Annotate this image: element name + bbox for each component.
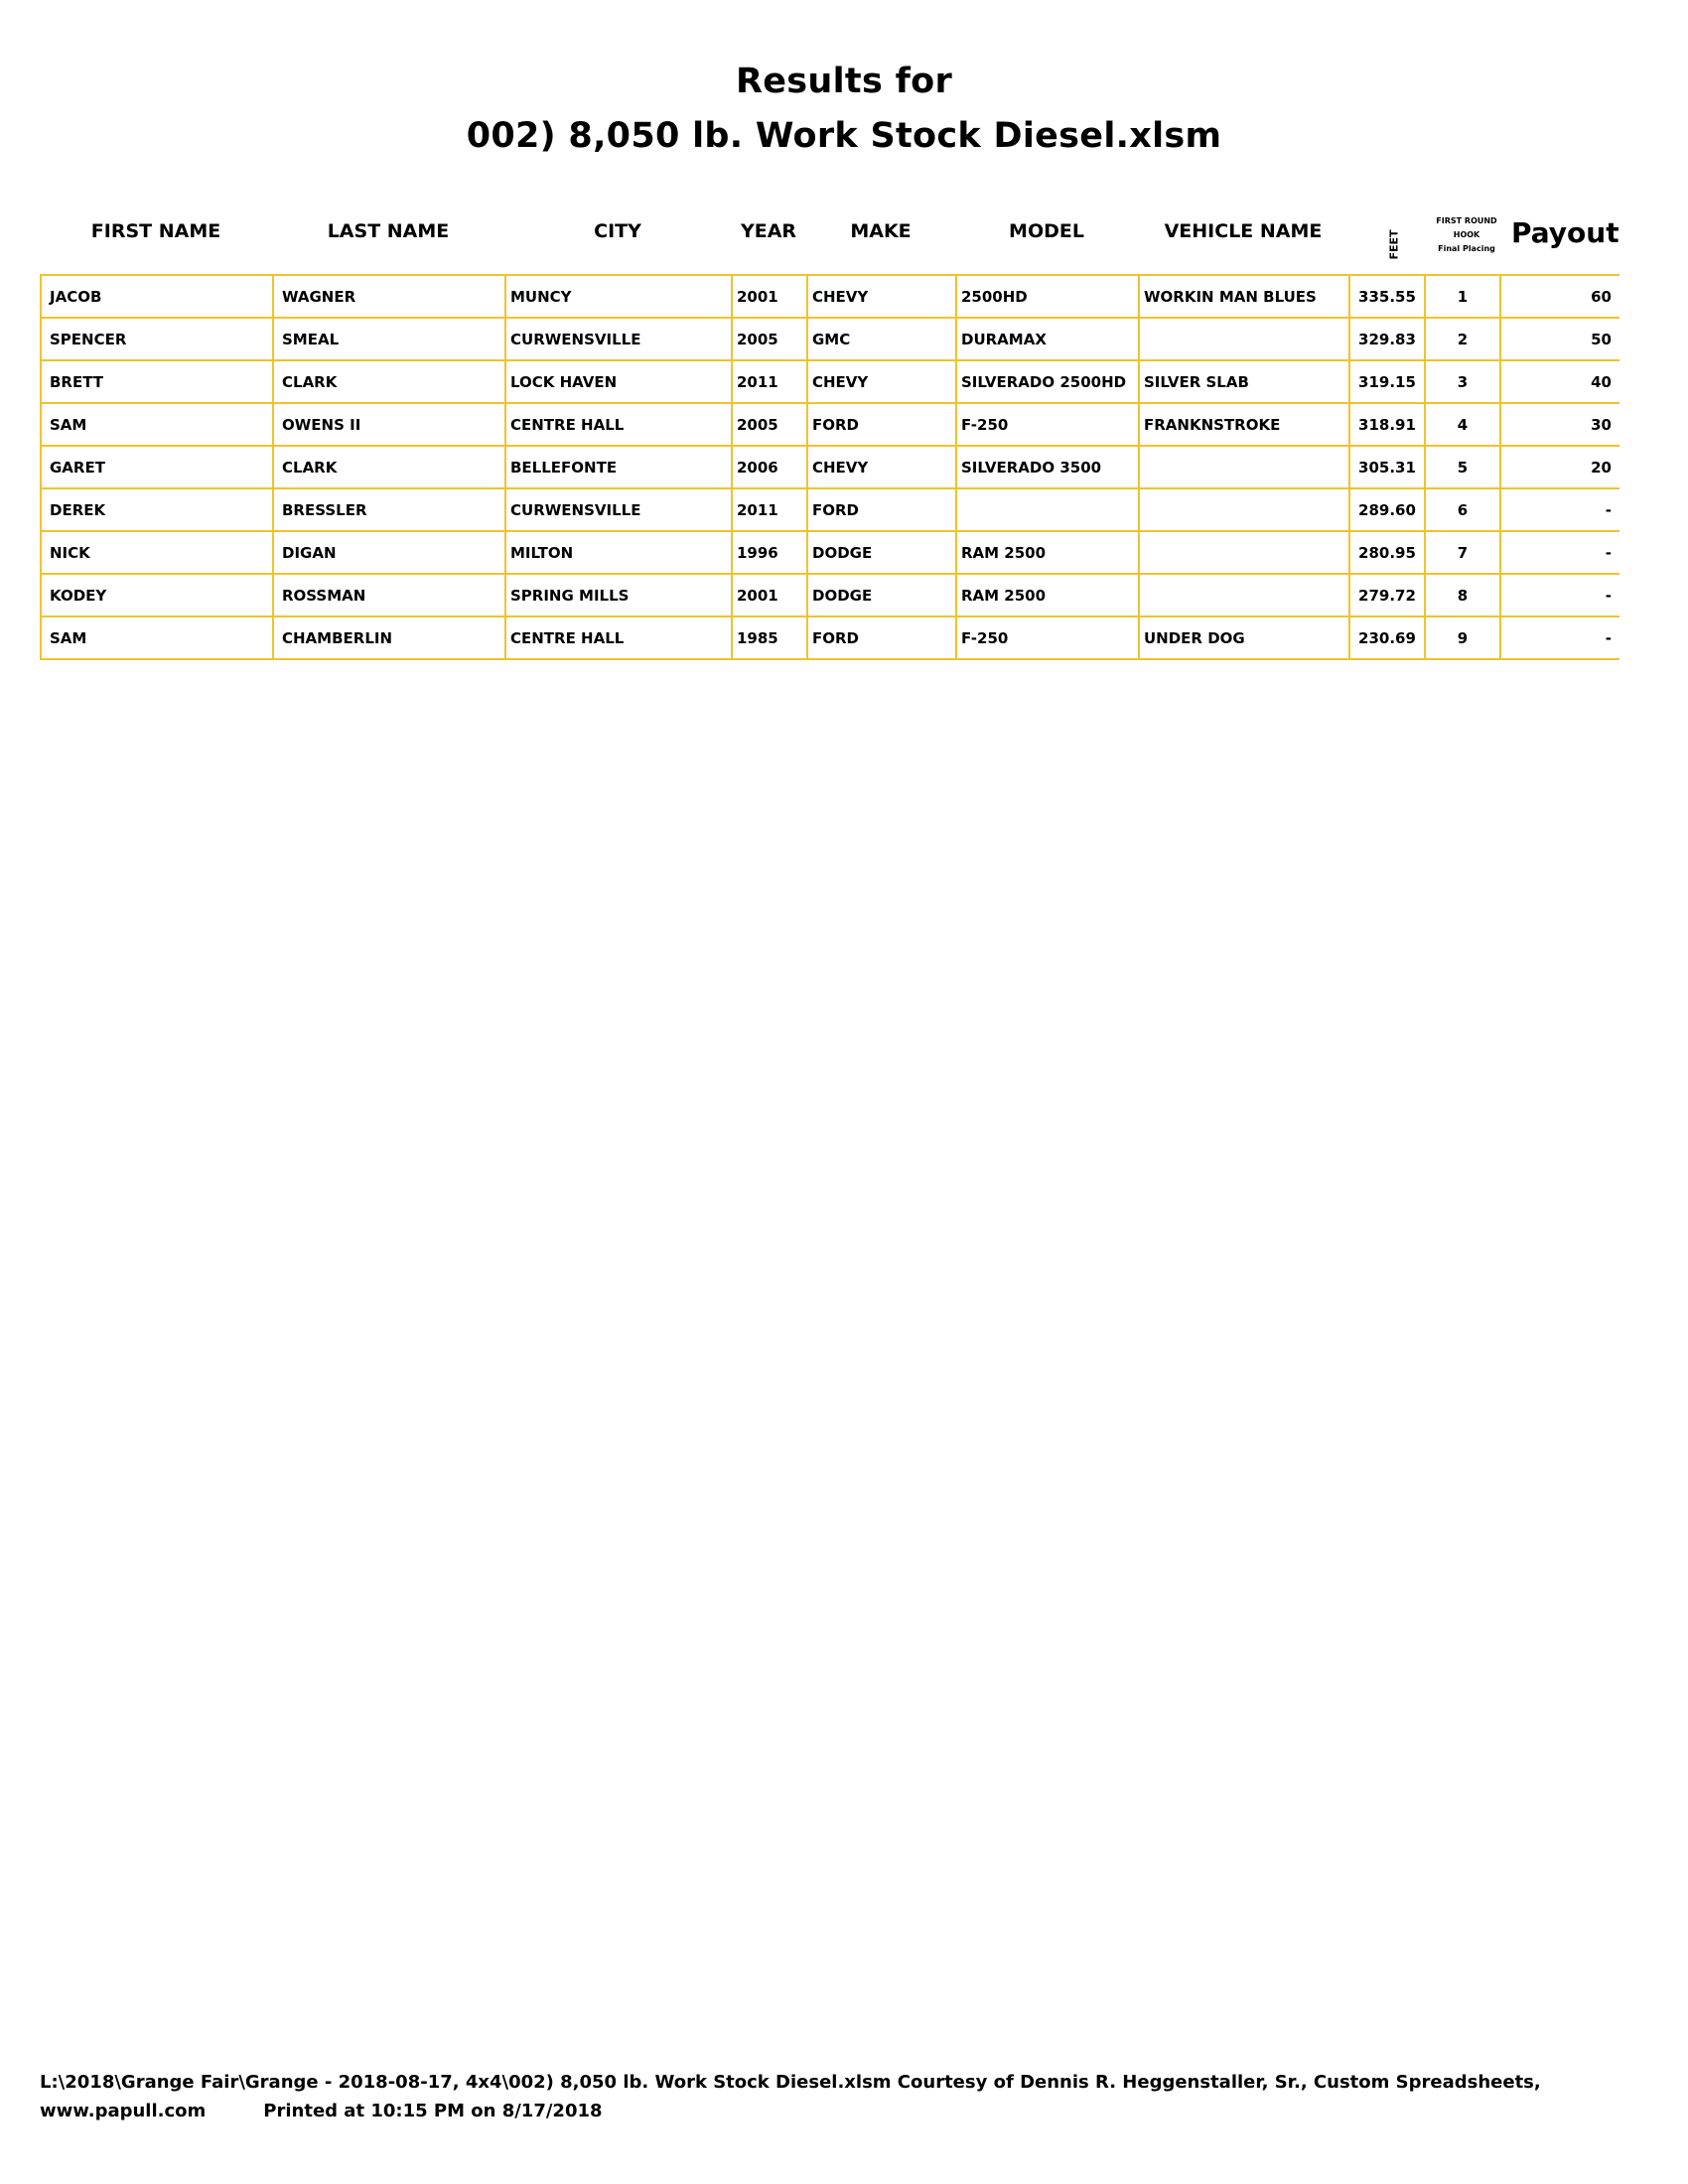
- cell-city: BELLEFONTE: [505, 446, 732, 488]
- cell-make: FORD: [807, 616, 956, 659]
- cell-last-name: OWENS II: [273, 403, 505, 446]
- header-model: MODEL: [1009, 220, 1084, 242]
- footer-printed-time: Printed at 10:15 PM on 8/17/2018: [263, 2101, 603, 2121]
- cell-year: 1985: [732, 616, 807, 659]
- cell-last-name: CLARK: [273, 446, 505, 488]
- cell-last-name: SMEAL: [273, 318, 505, 360]
- header-last-name: LAST NAME: [327, 220, 450, 242]
- cell-payout: 60: [1500, 275, 1619, 318]
- footer-line2: [40, 2101, 603, 2121]
- cell-city: CURWENSVILLE: [505, 488, 732, 531]
- cell-city: CENTRE HALL: [505, 403, 732, 446]
- table-row: [41, 616, 1619, 659]
- cell-year: 2006: [732, 446, 807, 488]
- cell-make: FORD: [807, 488, 956, 531]
- cell-city: MILTON: [505, 531, 732, 574]
- cell-last-name: BRESSLER: [273, 488, 505, 531]
- cell-place: 3: [1425, 360, 1500, 403]
- cell-first-name: SAM: [41, 616, 273, 659]
- cell-feet: 329.83: [1349, 318, 1425, 360]
- cell-first-name: SAM: [41, 403, 273, 446]
- cell-make: CHEVY: [807, 275, 956, 318]
- cell-model: RAM 2500: [956, 531, 1139, 574]
- footer-file-path: L:\2018\Grange Fair\Grange - 2018-08-17, 4x4\002) 8,050 lb. Work Stock Diesel.xlsm Courtesy of Dennis R. Heggenstaller, Sr., Custom Spreadsheets,: [40, 2072, 1541, 2093]
- page-title: Results for: [735, 62, 953, 101]
- cell-model: SILVERADO 2500HD: [956, 360, 1139, 403]
- cell-first-name: NICK: [41, 531, 273, 574]
- cell-vehicle-name: WORKIN MAN BLUES: [1139, 275, 1349, 318]
- page-subtitle: 002) 8,050 lb. Work Stock Diesel.xlsm: [466, 116, 1222, 156]
- cell-feet: 318.91: [1349, 403, 1425, 446]
- cell-city: MUNCY: [505, 275, 732, 318]
- table-row: [41, 574, 1619, 616]
- cell-last-name: WAGNER: [273, 275, 505, 318]
- table-row: [41, 403, 1619, 446]
- cell-first-name: SPENCER: [41, 318, 273, 360]
- cell-payout: 30: [1500, 403, 1619, 446]
- cell-feet: 335.55: [1349, 275, 1425, 318]
- cell-last-name: DIGAN: [273, 531, 505, 574]
- cell-feet: 280.95: [1349, 531, 1425, 574]
- cell-first-name: GARET: [41, 446, 273, 488]
- cell-model: RAM 2500: [956, 574, 1139, 616]
- cell-year: 1996: [732, 531, 807, 574]
- cell-payout: -: [1500, 574, 1619, 616]
- cell-year: 2005: [732, 403, 807, 446]
- cell-place: 7: [1425, 531, 1500, 574]
- cell-last-name: CHAMBERLIN: [273, 616, 505, 659]
- cell-city: CENTRE HALL: [505, 616, 732, 659]
- header-hook-line2: HOOK: [1453, 230, 1480, 239]
- cell-vehicle-name: [1139, 446, 1349, 488]
- cell-year: 2011: [732, 360, 807, 403]
- cell-place: 6: [1425, 488, 1500, 531]
- table-row: [41, 318, 1619, 360]
- table-row: [41, 360, 1619, 403]
- header-vehicle-name: VEHICLE NAME: [1164, 220, 1323, 242]
- cell-model: F-250: [956, 616, 1139, 659]
- cell-first-name: KODEY: [41, 574, 273, 616]
- header-payout: Payout: [1511, 216, 1619, 249]
- cell-place: 9: [1425, 616, 1500, 659]
- cell-last-name: ROSSMAN: [273, 574, 505, 616]
- cell-payout: 50: [1500, 318, 1619, 360]
- cell-model: SILVERADO 3500: [956, 446, 1139, 488]
- header-first-name: FIRST NAME: [90, 220, 221, 242]
- cell-make: DODGE: [807, 531, 956, 574]
- cell-year: 2011: [732, 488, 807, 531]
- cell-year: 2001: [732, 574, 807, 616]
- cell-city: LOCK HAVEN: [505, 360, 732, 403]
- cell-place: 4: [1425, 403, 1500, 446]
- header-hook-line1: FIRST ROUND: [1436, 216, 1497, 225]
- cell-payout: 20: [1500, 446, 1619, 488]
- table-row: [41, 275, 1619, 318]
- header-hook-line3: Final Placing: [1438, 244, 1495, 253]
- cell-model: [956, 488, 1139, 531]
- cell-feet: 279.72: [1349, 574, 1425, 616]
- cell-vehicle-name: [1139, 574, 1349, 616]
- cell-payout: 40: [1500, 360, 1619, 403]
- cell-feet: 289.60: [1349, 488, 1425, 531]
- cell-model: F-250: [956, 403, 1139, 446]
- cell-place: 1: [1425, 275, 1500, 318]
- cell-model: DURAMAX: [956, 318, 1139, 360]
- cell-first-name: DEREK: [41, 488, 273, 531]
- cell-vehicle-name: [1139, 318, 1349, 360]
- cell-make: FORD: [807, 403, 956, 446]
- cell-year: 2001: [732, 275, 807, 318]
- cell-payout: -: [1500, 616, 1619, 659]
- cell-feet: 305.31: [1349, 446, 1425, 488]
- cell-place: 8: [1425, 574, 1500, 616]
- cell-make: CHEVY: [807, 360, 956, 403]
- footer-website[interactable]: www.papull.com: [40, 2101, 207, 2121]
- cell-make: DODGE: [807, 574, 956, 616]
- cell-payout: -: [1500, 488, 1619, 531]
- cell-first-name: BRETT: [41, 360, 273, 403]
- cell-make: GMC: [807, 318, 956, 360]
- header-feet: FEET: [1387, 229, 1401, 260]
- cell-payout: -: [1500, 531, 1619, 574]
- header-make: MAKE: [850, 220, 912, 242]
- cell-year: 2005: [732, 318, 807, 360]
- cell-vehicle-name: FRANKNSTROKE: [1139, 403, 1349, 446]
- cell-feet: 319.15: [1349, 360, 1425, 403]
- table-row: [41, 446, 1619, 488]
- cell-place: 2: [1425, 318, 1500, 360]
- table-row: [41, 531, 1619, 574]
- cell-place: 5: [1425, 446, 1500, 488]
- cell-last-name: CLARK: [273, 360, 505, 403]
- table-row: [41, 488, 1619, 531]
- header-year: YEAR: [740, 220, 797, 242]
- cell-vehicle-name: SILVER SLAB: [1139, 360, 1349, 403]
- cell-model: 2500HD: [956, 275, 1139, 318]
- cell-vehicle-name: [1139, 531, 1349, 574]
- results-table: [40, 274, 1619, 660]
- cell-make: CHEVY: [807, 446, 956, 488]
- cell-first-name: JACOB: [41, 275, 273, 318]
- cell-vehicle-name: UNDER DOG: [1139, 616, 1349, 659]
- cell-feet: 230.69: [1349, 616, 1425, 659]
- cell-city: SPRING MILLS: [505, 574, 732, 616]
- cell-vehicle-name: [1139, 488, 1349, 531]
- header-city: CITY: [594, 220, 641, 242]
- cell-city: CURWENSVILLE: [505, 318, 732, 360]
